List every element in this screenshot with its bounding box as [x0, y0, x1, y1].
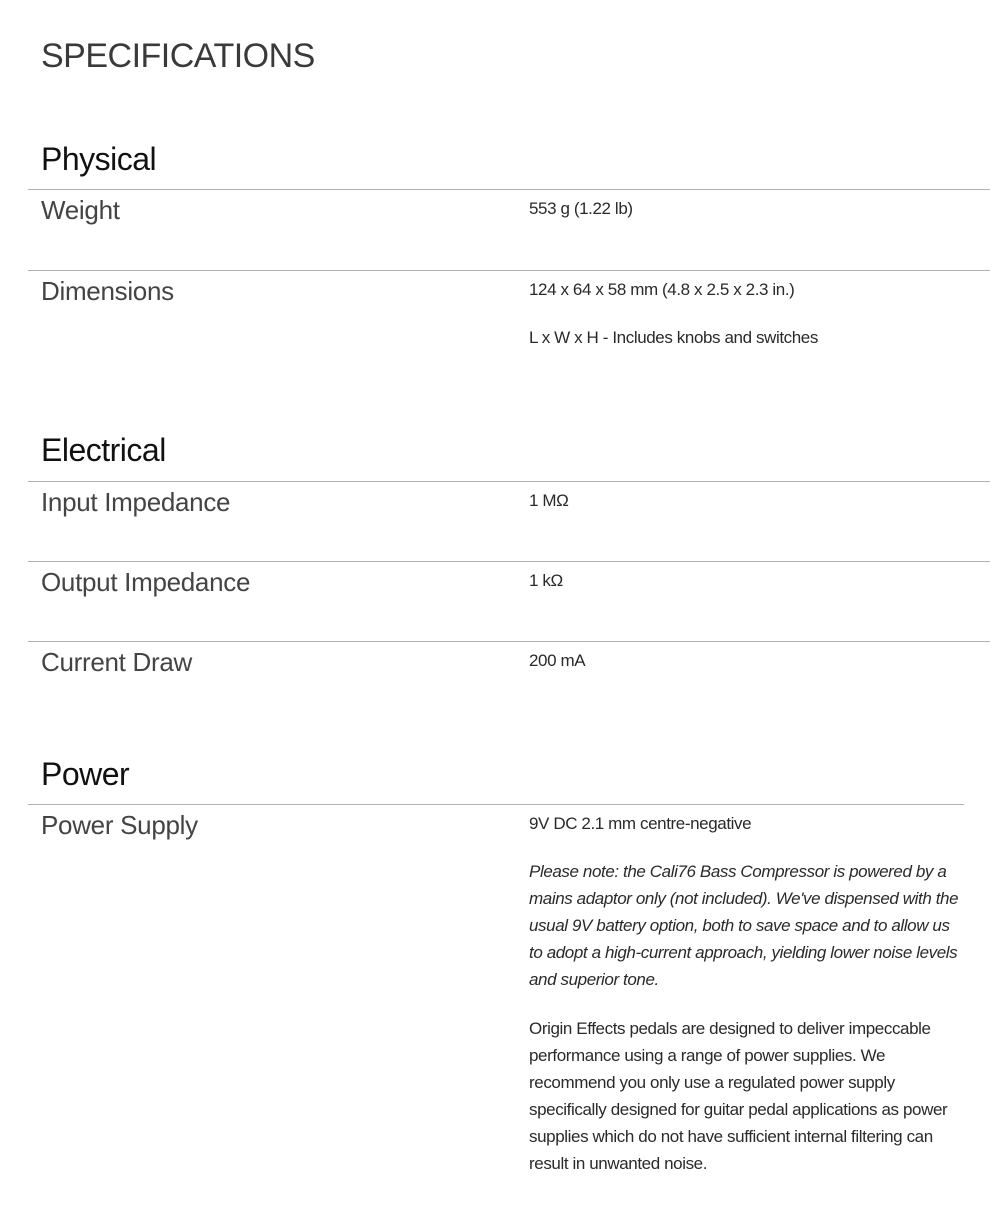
- spec-label-output-impedance: Output Impedance: [41, 567, 251, 597]
- divider: [28, 804, 964, 805]
- section-heading-physical: Physical: [41, 141, 157, 177]
- power-supply-note: Please note: the Cali76 Bass Compressor is powered by a mains adaptor only (not included). We've dispensed with the usual 9V battery option, both to save space and to allow us to adopt a high-current approach, yielding lower noise levels and superior tone.: [529, 862, 959, 989]
- spec-value-output-impedance: 1 kΩ: [529, 571, 563, 590]
- spec-label-current-draw: Current Draw: [41, 647, 192, 677]
- spec-label-input-impedance: Input Impedance: [41, 487, 231, 517]
- spec-value-input-impedance: 1 MΩ: [529, 491, 569, 510]
- divider: [28, 189, 990, 190]
- divider: [28, 561, 990, 562]
- spec-label-power-supply: Power Supply: [41, 810, 198, 840]
- spec-label-dimensions: Dimensions: [41, 276, 174, 306]
- spec-value-weight: 553 g (1.22 lb): [529, 199, 633, 218]
- section-heading-electrical: Electrical: [41, 432, 166, 468]
- spec-value-dimensions: 124 x 64 x 58 mm (4.8 x 2.5 x 2.3 in.): [529, 280, 795, 299]
- spec-value-power-supply: 9V DC 2.1 mm centre-negative: [529, 814, 752, 833]
- page-title: SPECIFICATIONS: [41, 37, 315, 75]
- divider: [28, 481, 990, 482]
- power-supply-advice: Origin Effects pedals are designed to deliver impeccable performance using a range of power supplies. We recommend you only use a regulated power supply specifically designed for guitar pedal applications as power supplies which do not have sufficient internal filtering can result in unwanted noise.: [529, 1019, 948, 1173]
- spec-note-dimensions: L x W x H - Includes knobs and switches: [529, 328, 818, 347]
- spec-label-weight: Weight: [41, 195, 120, 225]
- divider: [28, 641, 990, 642]
- spec-value-current-draw: 200 mA: [529, 651, 586, 670]
- divider: [28, 270, 990, 271]
- section-heading-power: Power: [41, 756, 130, 792]
